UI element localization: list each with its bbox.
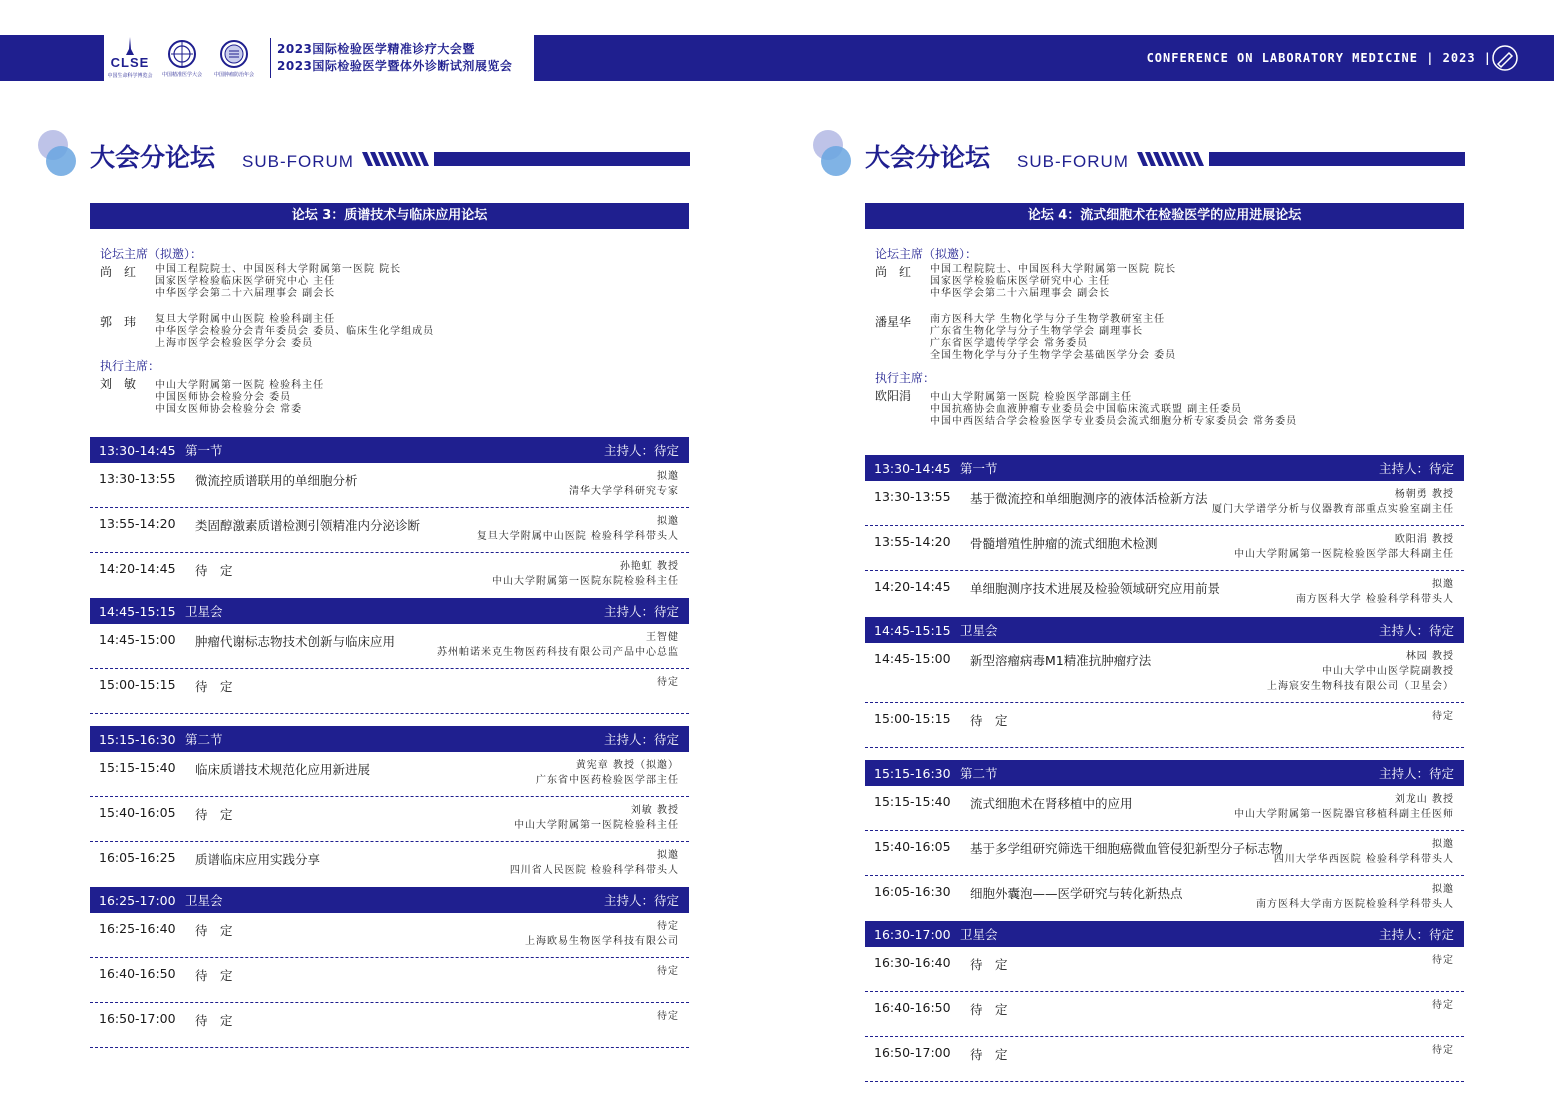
speaker-line: 拟邀 [1432,579,1454,590]
talk-speaker [536,758,679,788]
speaker-line: 王智健 [646,632,679,643]
session-time: 16:30-17:00 [874,926,951,942]
agenda-row [90,842,689,887]
affiliation-line: 中国医师协会检验分会 委员 [155,392,292,403]
agenda-row [90,553,689,598]
talk-topic: 骨髓增殖性肿瘤的流式细胞术检测 [970,536,1158,551]
affiliation-line: 广东省医学遗传学学会 常务委员 [930,338,1089,349]
session-name: 第二节 [960,766,998,781]
talk-time: 16:05-16:25 [99,850,176,865]
session-time: 13:30-14:45 [874,460,951,476]
session-header [865,760,1464,786]
speaker-line: 待定 [1432,955,1454,966]
talk-time: 16:50-17:00 [874,1045,951,1060]
talk-time: 16:40-16:50 [99,966,176,981]
agenda-row [865,643,1464,703]
talk-topic: 待 定 [970,1002,1008,1017]
speaker-line: 中山大学中山医学院副教授 [1322,666,1454,677]
precision-medicine-logo [156,35,208,81]
speaker-line: 拟邀 [657,516,679,527]
talk-speaker [1234,792,1454,822]
talk-speaker [1274,837,1454,867]
title-rule-icon [362,152,690,166]
chair-name: 欧阳涓 [875,389,912,403]
affiliation-line: 中华医学会第二十六届理事会 副会长 [930,288,1111,299]
talk-speaker [1256,882,1454,912]
speaker-line: 复旦大学附属中山医院 检验科学科带头人 [476,531,679,542]
clse-logo [104,35,156,81]
session-time: 16:25-17:00 [99,892,176,908]
conference-title [277,41,512,75]
talk-time: 14:20-14:45 [99,561,176,576]
chair-name: 潘星华 [875,315,912,329]
test-tube-icon [1492,45,1518,71]
speaker-line: 待定 [657,1011,679,1022]
talk-topic: 基于微流控和单细胞测序的液体活检新方法 [970,491,1208,506]
talk-speaker [514,803,679,833]
talk-time: 16:40-16:50 [874,1000,951,1015]
logo-caption: 中国生命科学博览会 [107,73,153,79]
affiliation-line: 上海市医学会检验医学分会 委员 [155,338,314,349]
speaker-line: 待定 [657,921,679,932]
section-header [90,120,690,180]
talk-time: 15:00-15:15 [99,677,176,692]
talk-topic: 待 定 [195,968,233,983]
session-time: 14:45-15:15 [99,603,176,619]
speaker-line: 待定 [1432,1000,1454,1011]
session-name: 卫星会 [185,893,223,908]
chair-affiliations [930,264,1176,300]
section-header [865,120,1465,180]
conference-title-line1: 2023国际检验医学精准诊疗大会暨 [277,42,475,56]
tower-icon [125,37,135,55]
agenda-row [865,876,1464,921]
talk-time: 13:30-13:55 [99,471,176,486]
talk-speaker [525,919,679,949]
chair-label: 论坛主席（拟邀）： [875,247,978,261]
exec-chair-label: 执行主席： [100,359,161,373]
talk-speaker [1267,649,1454,694]
talk-topic: 细胞外囊泡——医学研究与转化新热点 [970,886,1183,901]
left-column [90,120,690,180]
talk-time: 15:15-15:40 [874,794,951,809]
talk-topic: 待 定 [195,807,233,822]
talk-topic: 待 定 [970,713,1008,728]
chair-affiliations [930,388,1297,428]
chair-affiliations [155,314,434,350]
affiliation-line: 国家医学检验临床医学研究中心 主任 [155,276,336,287]
agenda-row [90,463,689,508]
chair-name: 尚 红 [100,265,137,279]
talk-speaker [1212,487,1454,517]
session-time: 13:30-14:45 [99,442,176,458]
talk-time: 15:15-15:40 [99,760,176,775]
session-header [90,726,689,752]
exec-chair-entry [100,376,680,416]
logo-caption: 中国精准医学大会 [161,71,202,78]
agenda-row [90,669,689,714]
agenda-row [90,624,689,669]
affiliation-line: 广东省生物化学与分子生物学学会 副理事长 [930,326,1144,337]
talk-time: 14:45-15:00 [874,651,951,666]
speaker-line: 上海欧易生物医学科技有限公司 [525,936,679,947]
session-header [865,617,1464,643]
chair-name: 尚 红 [875,265,912,279]
speaker-line: 四川大学华西医院 检验科学科带头人 [1273,854,1454,865]
decor-circle [821,146,851,176]
chair-label: 论坛主席（拟邀）： [100,247,203,261]
speaker-line: 厦门大学谱学分析与仪器教育部重点实验室副主任 [1212,504,1454,515]
session-host: 主持人：待定 [603,443,679,458]
session-time: 15:15-16:30 [99,731,176,747]
session-name: 第一节 [960,461,998,476]
talk-time: 16:50-17:00 [99,1011,176,1026]
right-column [865,120,1465,180]
session-header [865,455,1464,481]
conference-title-line2: 2023国际检验医学暨体外诊断试剂展览会 [277,59,513,73]
speaker-line: 欧阳涓 教授 [1394,534,1454,545]
talk-speaker [1432,709,1454,724]
speaker-line: 待定 [1432,711,1454,722]
agenda-row [865,1037,1464,1082]
logo-group [104,34,534,82]
agenda-row [90,958,689,1003]
speaker-line: 黄宪章 教授（拟邀） [575,760,679,771]
affiliation-line: 中国女医师协会检验分会 常委 [155,404,303,415]
talk-speaker [569,469,679,499]
affiliation-line: 中华医学会检验分会青年委员会 委员、临床生化学组成员 [155,326,435,337]
speaker-line: 中山大学附属第一医院东院检验科主任 [492,576,679,587]
talk-topic: 待 定 [195,563,233,578]
talk-topic: 流式细胞术在肾移植中的应用 [970,796,1133,811]
speaker-line: 苏州帕诺米克生物医药科技有限公司产品中心总监 [437,647,679,658]
agenda-row [865,831,1464,876]
speaker-line: 南方医科大学 检验科学科带头人 [1295,594,1454,605]
affiliation-line: 中山大学附属第一医院 检验科主任 [155,380,325,391]
talk-time: 14:45-15:00 [99,632,176,647]
agenda-row [90,508,689,553]
talk-time: 15:40-16:05 [874,839,951,854]
section-title: 大会分论坛 [865,143,991,172]
talk-speaker [657,675,679,690]
forum-title-bar: 论坛 3：质谱技术与临床应用论坛 [90,203,689,229]
chair-affiliations [155,264,401,300]
speaker-line: 拟邀 [657,850,679,861]
conference-label: CONFERENCE ON LABORATORY MEDICINE | 2023 | [1146,51,1492,65]
talk-topic: 质谱临床应用实践分享 [195,852,321,867]
affiliation-line: 中华医学会第二十六届理事会 副会长 [155,288,336,299]
exec-chair-label: 执行主席： [875,371,936,385]
session-name: 卫星会 [960,623,998,638]
speaker-line: 孙艳虹 教授 [619,561,679,572]
talk-speaker [657,1009,679,1024]
talk-time: 16:25-16:40 [99,921,176,936]
session-host: 主持人：待定 [603,893,679,908]
speaker-line: 中山大学附属第一医院检验医学部大科副主任 [1234,549,1454,560]
talk-time: 13:55-14:20 [874,534,951,549]
speaker-line: 中山大学附属第一医院检验科主任 [514,820,679,831]
agenda-table [865,455,1464,1082]
session-header [865,921,1464,947]
talk-speaker [437,630,679,660]
agenda-row [865,571,1464,617]
speaker-line: 杨朝勇 教授 [1394,489,1454,500]
talk-topic: 待 定 [195,679,233,694]
speaker-line: 清华大学学科研究专家 [569,486,679,497]
oncology-logo [208,35,260,81]
affiliation-line: 全国生物化学与分子生物学学会基础医学分会 委员 [930,350,1177,361]
chairs-block [875,246,1455,428]
chair-entry [100,264,680,300]
agenda-table [90,437,689,1048]
talk-speaker [657,964,679,979]
talk-time: 16:05-16:30 [874,884,951,899]
talk-topic: 待 定 [970,1047,1008,1062]
session-host: 主持人：待定 [1378,927,1454,942]
session-host: 主持人：待定 [603,732,679,747]
agenda-row [90,752,689,797]
speaker-line: 待定 [1432,1045,1454,1056]
forum-title-bar: 论坛 4：流式细胞术在检验医学的应用进展论坛 [865,203,1464,229]
talk-speaker [1432,953,1454,968]
title-rule-icon [1137,152,1465,166]
affiliation-line: 中国中西医结合学会检验医学专业委员会流式细胞分析专家委员会 常务委员 [930,416,1298,427]
talk-speaker [1296,577,1454,607]
session-header [90,598,689,624]
speaker-line: 刘龙山 教授 [1394,794,1454,805]
talk-topic: 单细胞测序技术进展及检验领域研究应用前景 [970,581,1221,596]
talk-time: 15:00-15:15 [874,711,951,726]
speaker-line: 四川省人民医院 检验科学科带头人 [509,865,679,876]
affiliation-line: 中国工程院院士、中国医科大学附属第一医院 院长 [155,264,402,275]
globe-icon [167,39,197,69]
agenda-row [90,1003,689,1048]
talk-speaker [1432,1043,1454,1058]
session-header [90,887,689,913]
session-time: 15:15-16:30 [874,765,951,781]
talk-time: 14:20-14:45 [874,579,951,594]
speaker-line: 林园 教授 [1405,651,1454,662]
talk-topic: 待 定 [970,957,1008,972]
agenda-row [90,797,689,842]
agenda-row [865,481,1464,526]
talk-topic: 类固醇激素质谱检测引领精准内分泌诊断 [195,518,421,533]
chair-affiliations [930,314,1176,362]
chair-entry [875,264,1455,300]
affiliation-line: 南方医科大学 生物化学与分子生物学教研室主任 [930,314,1166,325]
session-name: 卫星会 [185,604,223,619]
chair-affiliations [155,376,324,416]
agenda-row [865,992,1464,1037]
speaker-line: 刘敏 教授 [630,805,679,816]
speaker-line: 拟邀 [1432,839,1454,850]
affiliation-line: 中国抗癌协会血液肿瘤专业委员会中国临床流式联盟 副主任委员 [930,404,1243,415]
talk-time: 15:40-16:05 [99,805,176,820]
exec-chair-entry [875,388,1455,428]
talk-topic: 临床质谱技术规范化应用新进展 [195,762,371,777]
talk-speaker [492,559,679,589]
affiliation-line: 中国工程院院士、中国医科大学附属第一医院 院长 [930,264,1177,275]
chair-entry [875,314,1455,362]
talk-speaker [510,848,679,878]
affiliation-line: 中山大学附属第一医院 检验医学部副主任 [930,392,1133,403]
talk-topic: 待 定 [195,1013,233,1028]
agenda-row [865,947,1464,992]
session-header [90,437,689,463]
speaker-line: 中山大学附属第一医院器官移植科副主任医师 [1234,809,1454,820]
session-host: 主持人：待定 [603,604,679,619]
talk-topic: 基于多学组研究筛选干细胞癌微血管侵犯新型分子标志物 [970,841,1283,856]
section-title-en: SUB-FORUM [1017,152,1129,171]
talk-time: 13:30-13:55 [874,489,951,504]
session-name: 第一节 [185,443,223,458]
affiliation-line: 复旦大学附属中山医院 检验科副主任 [155,314,336,325]
session-name: 卫星会 [960,927,998,942]
speaker-line: 待定 [657,677,679,688]
agenda-row [865,786,1464,831]
talk-topic: 微流控质谱联用的单细胞分析 [195,473,358,488]
talk-time: 16:30-16:40 [874,955,951,970]
talk-speaker [1234,532,1454,562]
agenda-row [865,526,1464,571]
chair-name: 刘 敏 [100,377,137,391]
agenda-row [90,913,689,958]
session-host: 主持人：待定 [1378,461,1454,476]
logo-caption: 中国肿瘤防治年会 [213,71,254,78]
chair-entry [100,314,680,350]
speaker-line: 广东省中医药检验医学部主任 [536,775,679,786]
talk-topic: 新型溶瘤病毒M1精准抗肿瘤疗法 [970,653,1152,668]
chair-name: 郭 玮 [100,315,137,329]
clse-mark: CLSE [110,55,150,70]
decor-circle [46,146,76,176]
seal-icon [219,39,249,69]
talk-topic: 待 定 [195,923,233,938]
talk-topic: 肿瘤代谢标志物技术创新与临床应用 [195,634,396,649]
speaker-line: 拟邀 [1432,884,1454,895]
session-host: 主持人：待定 [1378,623,1454,638]
affiliation-line: 国家医学检验临床医学研究中心 主任 [930,276,1111,287]
speaker-line: 上海宸安生物科技有限公司（卫星会） [1267,681,1454,692]
agenda-row [865,703,1464,748]
talk-speaker [1432,998,1454,1013]
session-host: 主持人：待定 [1378,766,1454,781]
speaker-line: 南方医科大学南方医院检验科学科带头人 [1256,899,1454,910]
chairs-block [100,246,680,416]
talk-time: 13:55-14:20 [99,516,176,531]
session-time: 14:45-15:15 [874,622,951,638]
session-name: 第二节 [185,732,223,747]
logo-divider [270,38,271,78]
speaker-line: 待定 [657,966,679,977]
section-title: 大会分论坛 [90,143,216,172]
talk-speaker [477,514,679,544]
section-title-en: SUB-FORUM [242,152,354,171]
speaker-line: 拟邀 [657,471,679,482]
